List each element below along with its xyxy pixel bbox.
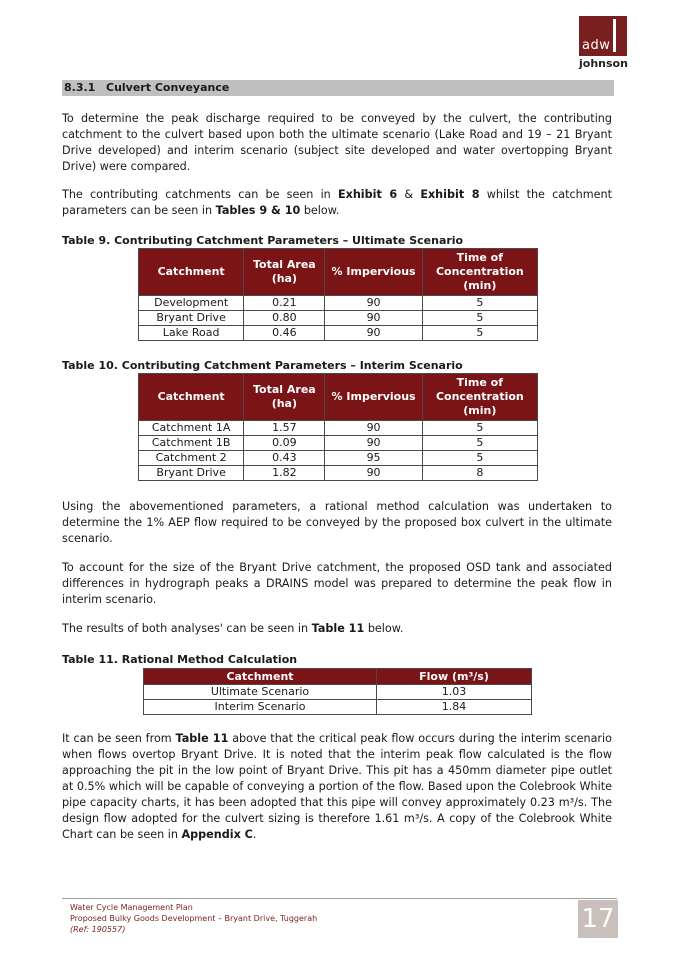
table-row [139, 326, 538, 341]
table9 [138, 248, 538, 341]
exhibit-6-ref: Exhibit 6 [337, 188, 398, 201]
table11 [143, 668, 532, 715]
logo-subtext: johnson [579, 57, 628, 70]
table-cell: 1.57 [244, 421, 325, 436]
table-cell: Catchment 1B [139, 436, 244, 451]
text-span: The contributing catchments can be seen in [62, 188, 338, 201]
table-cell: 95 [325, 451, 422, 466]
text-span: & [397, 188, 421, 201]
col-header: Time of Concentration (min) [422, 374, 537, 421]
text-span: . [252, 828, 257, 841]
text-span: The results of both analyses' can be seen in [62, 622, 312, 635]
table-cell: 5 [422, 436, 537, 451]
section-heading [62, 80, 614, 96]
exhibit-8-ref: Exhibit 8 [420, 188, 480, 201]
table-cell: 90 [325, 296, 422, 311]
table10 [138, 373, 538, 481]
table11-caption: Table 11. Rational Method Calculation [62, 653, 298, 666]
footer-divider [62, 898, 617, 899]
footer-text [70, 902, 317, 935]
col-header: % Impervious [325, 249, 422, 296]
paragraph-results [62, 621, 612, 637]
footer-line-2: Proposed Bulky Goods Development – Bryant Drive, Tuggerah [70, 914, 318, 923]
table-cell: 90 [325, 466, 422, 481]
paragraph-rational-method: Using the abovementioned parameters, a rational method calculation was undertaken to determine the 1% AEP flow required to be conveyed by the proposed box culvert in the ultimate scenario. [62, 500, 612, 545]
table-row [139, 421, 538, 436]
table-cell: 5 [422, 296, 537, 311]
table10-caption: Table 10. Contributing Catchment Parameters – Interim Scenario [62, 359, 463, 372]
paragraph-intro: To determine the peak discharge required to be conveyed by the culvert, the contributing catchment to the culvert based upon both the ultimate scenario (Lake Road and 19 – 21 Bryant Drive developed) and interim scenario (subject site developed and water overtopping Bryant Drive) were compared. [62, 112, 612, 173]
col-header: Time of Concentration (min) [422, 249, 537, 296]
table11-ref: Table 11 [175, 732, 229, 745]
table-cell: 90 [325, 326, 422, 341]
section-number: 8.3.1 [64, 81, 96, 94]
section-title: Culvert Conveyance [106, 81, 230, 94]
text-span: It can be seen from [62, 732, 176, 745]
table-cell: 0.43 [244, 451, 325, 466]
paragraph-drains-model: To account for the size of the Bryant Drive catchment, the proposed OSD tank and associated differences in hydrograph peaks a DRAINS model was prepared to determine the peak flow in interim scenario. [62, 561, 612, 606]
paragraph-conclusion [62, 731, 612, 843]
page-number: 17 [578, 900, 618, 938]
table-cell: 0.46 [244, 326, 325, 341]
table-cell: 90 [325, 311, 422, 326]
table-cell: Interim Scenario [144, 700, 377, 715]
table-cell: 1.03 [377, 685, 532, 700]
table-cell: 0.09 [244, 436, 325, 451]
text-span: below. [300, 204, 340, 217]
table-cell: Catchment 2 [139, 451, 244, 466]
table-row [144, 700, 532, 715]
col-header: Total Area (ha) [244, 374, 325, 421]
table-cell: 90 [325, 421, 422, 436]
logo-text: adw [582, 38, 611, 53]
table-header-row [144, 669, 532, 685]
table-cell: Bryant Drive [139, 311, 244, 326]
table-cell: 5 [422, 451, 537, 466]
table-row [139, 466, 538, 481]
table-cell: 5 [422, 311, 537, 326]
table-row [144, 685, 532, 700]
logo-mark [579, 16, 627, 56]
col-header: Flow (m³/s) [377, 669, 532, 685]
table9-caption: Table 9. Contributing Catchment Parameters – Ultimate Scenario [62, 234, 464, 247]
company-logo [579, 16, 627, 72]
table-row [139, 296, 538, 311]
tables-ref: Tables 9 & 10 [215, 204, 301, 217]
table-row [139, 311, 538, 326]
footer-line-1: Water Cycle Management Plan [70, 903, 193, 912]
logo-bar [613, 19, 616, 52]
table-row [139, 436, 538, 451]
col-header: Catchment [139, 249, 244, 296]
table-cell: Catchment 1A [139, 421, 244, 436]
table-row [139, 451, 538, 466]
table-cell: 5 [422, 326, 537, 341]
table-cell: 0.21 [244, 296, 325, 311]
table-cell: Ultimate Scenario [144, 685, 377, 700]
footer-reference: (Ref: 190557) [70, 925, 126, 934]
table-cell: 0.80 [244, 311, 325, 326]
paragraph-catchments [62, 187, 612, 219]
table-cell: Development [139, 296, 244, 311]
table-cell: Lake Road [139, 326, 244, 341]
col-header: Catchment [144, 669, 377, 685]
appendix-c-ref: Appendix C [181, 828, 253, 841]
table-cell: 1.84 [377, 700, 532, 715]
table-cell: Bryant Drive [139, 466, 244, 481]
text-span: below. [364, 622, 404, 635]
table-header-row [139, 374, 538, 421]
text-span: whilst the catchment parameters can be seen in [62, 188, 613, 217]
col-header: Catchment [139, 374, 244, 421]
table11-ref: Table 11 [311, 622, 365, 635]
table-header-row [139, 249, 538, 296]
col-header: Total Area (ha) [244, 249, 325, 296]
table-cell: 90 [325, 436, 422, 451]
col-header: % Impervious [325, 374, 422, 421]
table-cell: 1.82 [244, 466, 325, 481]
text-span: above that the critical peak flow occurs during the interim scenario when flows overtop Bryant Drive. It is noted that the interim peak flow calculated is the flow approaching the pit in the low point of Bryant Drive. This pit has a 450mm diameter pipe outlet at 0.5% which will be capable of conveying a portion of the flow. Based upon the Colebrook White pipe capacity charts, it has been adopted that this pipe will convey approximately 0.23 m³/s. The design flow adopted for the culvert sizing is therefore 1.61 m³/s. A copy of the Colebrook White Chart can be seen in [62, 732, 612, 841]
table-cell: 8 [422, 466, 537, 481]
table-cell: 5 [422, 421, 537, 436]
